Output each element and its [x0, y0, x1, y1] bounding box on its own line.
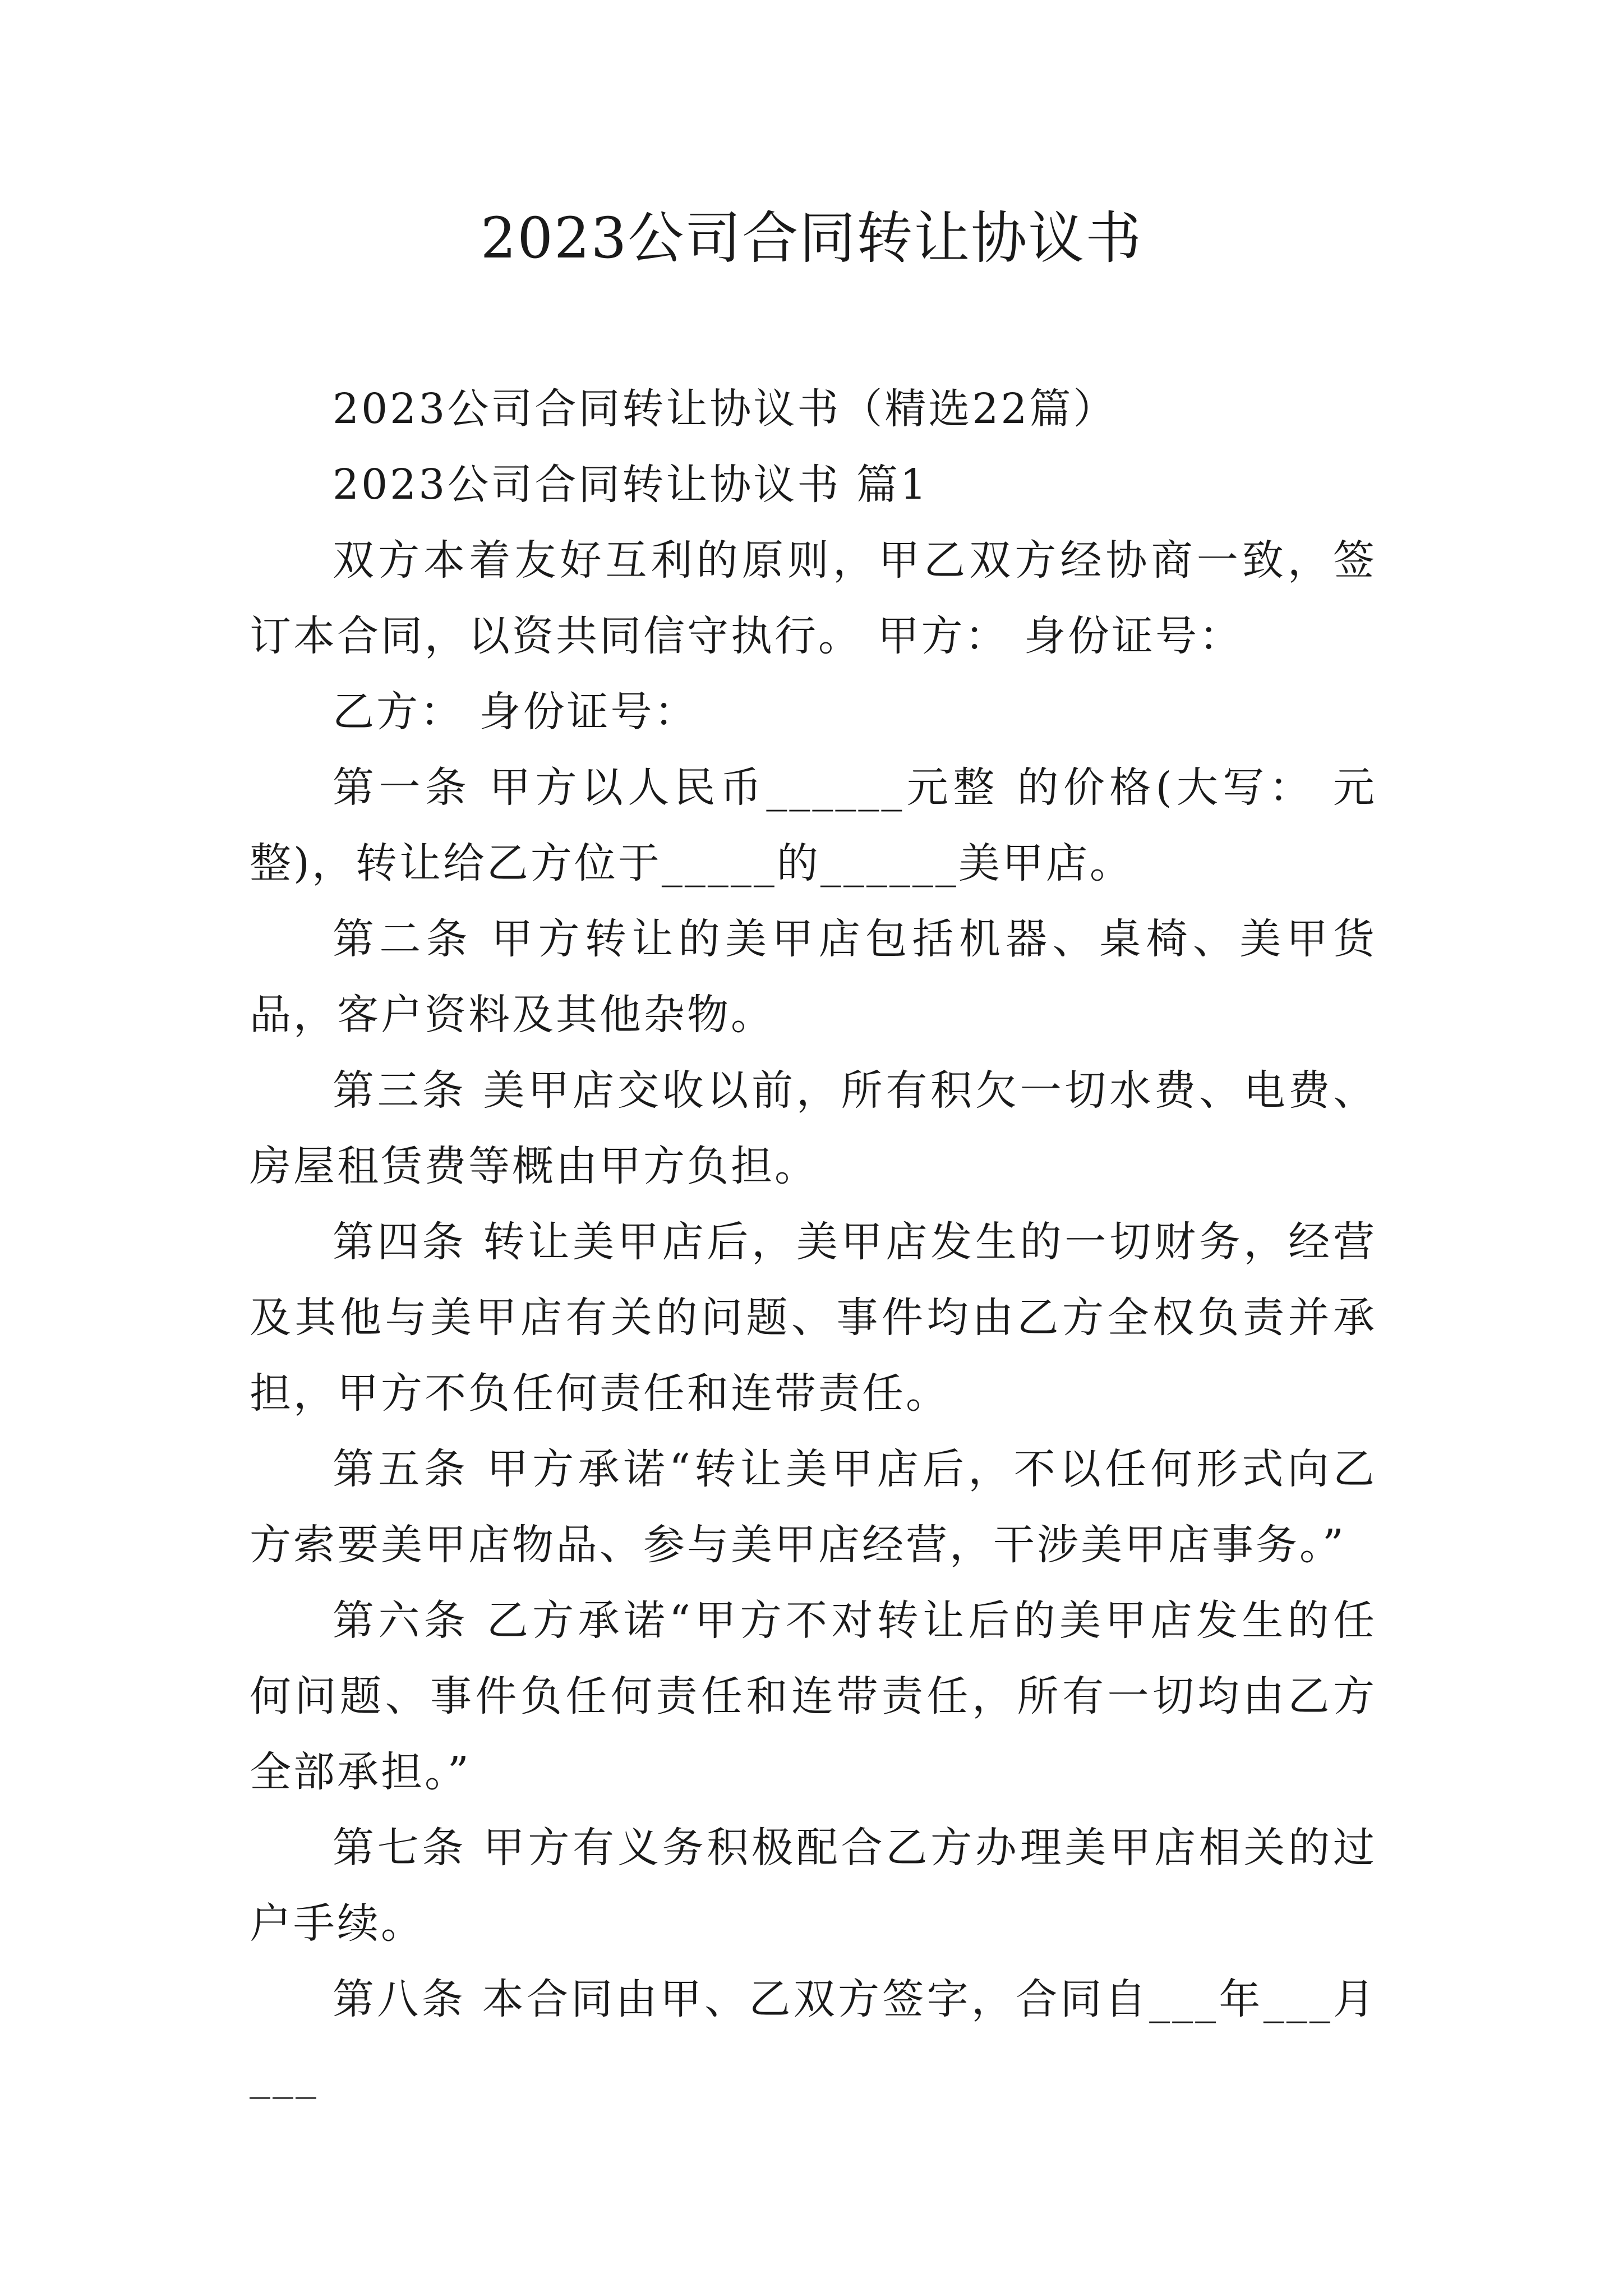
article-2: 第二条 甲方转让的美甲店包括机器、桌椅、美甲货品，客户资料及其他杂物。: [250, 915, 1377, 1039]
article-5: 第五条 甲方承诺“转让美甲店后，不以任何形式向乙方索要美甲店物品、参与美甲店经营，干涉美甲店事务。”: [250, 1445, 1377, 1569]
subtitle-line: 2023公司合同转让协议书（精选22篇）: [333, 385, 1117, 433]
document-title: 2023公司合同转让协议书: [480, 205, 1143, 271]
article-8: 第八条 本合同由甲、乙双方签字，合同自___年___月___: [250, 1975, 1377, 2099]
intro-paragraph: 双方本着友好互利的原则，甲乙双方经协商一致，签订本合同，以资共同信守执行。 甲方： 身份证号：: [250, 536, 1377, 660]
document-body: [250, 371, 1377, 2113]
article-3: 第三条 美甲店交收以前，所有积欠一切水费、电费、房屋租赁费等概由甲方负担。: [250, 1066, 1377, 1190]
article-6: 第六条 乙方承诺“甲方不对转让后的美甲店发生的任何问题、事件负任何责任和连带责任，所有一切均由乙方全部承担。”: [250, 1596, 1377, 1796]
article-7: 第七条 甲方有义务积极配合乙方办理美甲店相关的过户手续。: [250, 1824, 1377, 1948]
party-b-line: 乙方： 身份证号：: [333, 688, 698, 736]
article-4: 第四条 转让美甲店后，美甲店发生的一切财务，经营及其他与美甲店有关的问题、事件均由乙方全权负责并承担，甲方不负任何责任和连带责任。: [250, 1218, 1377, 1418]
section-heading: 2023公司合同转让协议书 篇1: [333, 461, 929, 509]
article-1: 第一条 甲方以人民币______元整 的价格(大写： 元整)，转让给乙方位于_____的______美甲店。: [250, 763, 1377, 887]
